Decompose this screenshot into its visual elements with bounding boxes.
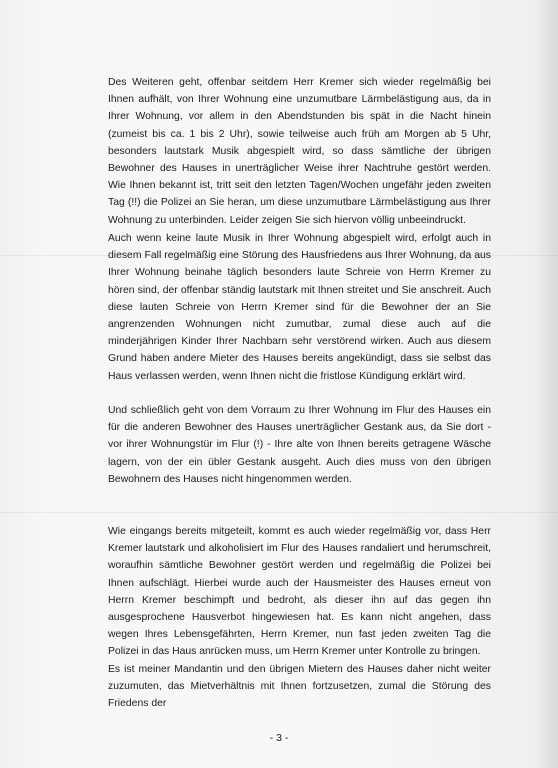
paper-fold [0,512,558,513]
paragraph: Wie eingangs bereits mitgeteilt, kommt es auch wieder regelmäßig vor, dass Herr Kremer lautstark und alkoholisiert im Flur des Hauses randaliert und herumschreit, woraufhin sämtliche Bewohner gestört werden und regelmäßig die Polizei bei Ihnen aufschlägt. Hierbei wurde auch der Hausmeister des Hauses erneut von Herrn Kremer beschimpft und bedroht, als dieser ihn auf das gegen ihn ausgesprochene Hausverbot hingewiesen hat. Es kann nicht angehen, dass wegen Ihres Lebensgefährten, Herrn Kremer, nun fast jeden zweiten Tag die Polizei in das Haus anrücken muss, um Herrn Kremer unter Kontrolle zu bringen. [108,526,491,658]
paragraph-block [108,523,491,661]
paragraph-block [108,230,491,385]
paragraph-block [108,74,491,229]
paragraph: Und schließlich geht von dem Vorraum zu Ihrer Wohnung im Flur des Hauses ein für die anderen Bewohner des Hauses unerträglicher Gestank aus, da Sie dort - vor ihrer Wohnungstür im Flur (!) - Ihre alte von Ihnen bereits getragene Wäsche lagern, von der ein übler Gestank ausgeht. Auch dies muss von den übrigen Bewohnern des Hauses nicht hingenommen werden. [108,405,491,485]
paragraph-block [108,661,491,713]
paragraph: Auch wenn keine laute Musik in Ihrer Wohnung abgespielt wird, erfolgt auch in diesem Fall regelmäßig eine Störung des Hausfriedens aus Ihrer Wohnung, da aus Ihrer Wohnung beinahe täglich besonders laute Schreie von Herrn Kremer zu hören sind, der offenbar ständig lautstark mit Ihnen streitet und Sie anschreit. Auch diese lauten Schreie von Herrn Kremer sind für die Bewohner der an Sie angrenzenden Wohnungen nicht zumutbar, zumal diese auch auf die minderjährigen Kinder Ihrer Nachbarn sehr verstörend wirken. Auch aus diesem Grund haben andere Mieter des Hauses bereits angekündigt, dass sie selbst das Haus verlassen werden, wenn Ihnen nicht die fristlose Kündigung erklärt wird. [108,233,491,382]
page-number: - 3 - [269,732,289,744]
paragraph: Es ist meiner Mandantin und den übrigen Mietern des Hauses daher nicht weiter zuzumuten, das Mietverhältnis mit Ihnen fortzusetzen, zumal die Störung des Friedens der [108,664,491,710]
paragraph: Des Weiteren geht, offenbar seitdem Herr Kremer sich wieder regelmäßig bei Ihnen aufhält, von Ihrer Wohnung eine unzumutbare Lärmbelästigung aus, da in Ihrer Wohnung, vor allem in den Abendstunden bis spät in die Nacht hinein (zumeist bis ca. 1 bis 2 Uhr), sowie teilweise auch früh am Morgen ab 5 Uhr, besonders lautstark Musik abgespielt wird, so dass sämtliche der übrigen Bewohner des Hauses in unerträglicher Weise ihrer Nachtruhe gestört werden. Wie Ihnen bekannt ist, tritt seit den letzten Tagen/Wochen ungefähr jeden zweiten Tag (!!) die Polizei an Sie heran, um diese unzumutbare Lärmbelästigung aus Ihrer Wohnung zu unterbinden. Leider zeigen Sie sich hiervon völlig unbeeindruckt. [108,77,491,226]
paragraph-block [108,402,491,488]
